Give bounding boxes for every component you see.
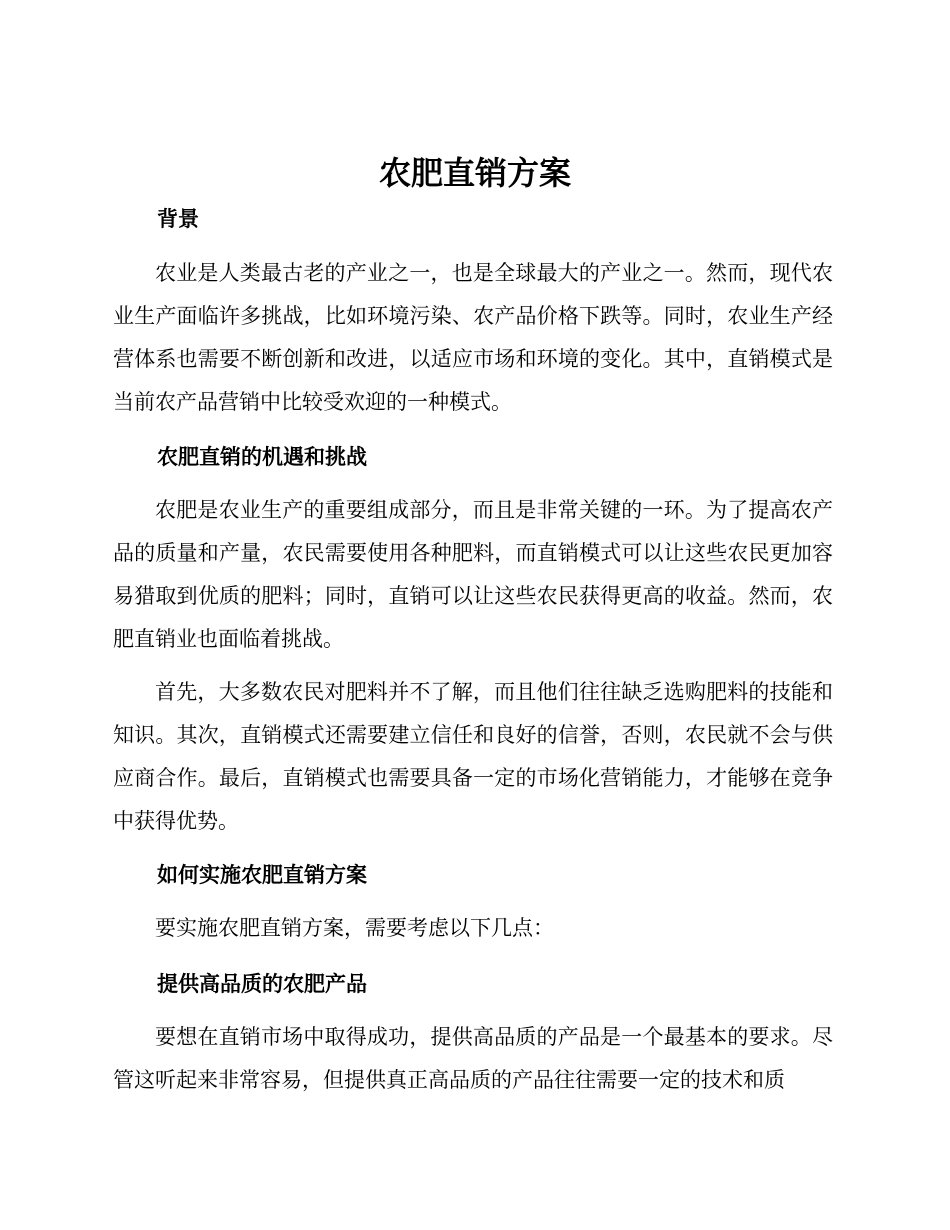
paragraph-background: 农业是人类最古老的产业之一，也是全球最大的产业之一。然而，现代农业生产面临许多挑战，比如环境污染、农产品价格下跌等。同时，农业生产经营体系也需要不断创新和改进，以适应市场和环境的变化。其中，直销模式是当前农产品营销中比较受欢迎的一种模式。 (113, 261, 833, 414)
section-heading-implementation: 如何实施农肥直销方案 (157, 863, 367, 887)
section-heading-background: 背景 (157, 207, 199, 231)
section-heading-opportunities: 农肥直销的机遇和挑战 (157, 445, 367, 469)
paragraph-opportunities-2: 首先，大多数农民对肥料并不了解，而且他们往往缺乏选购肥料的技能和知识。其次，直销模式还需要建立信任和良好的信誉，否则，农民就不会与供应商合作。最后，直销模式也需要具备一定的市场化营销能力，才能够在竞争中获得优势。 (113, 680, 833, 833)
section-heading-quality: 提供高品质的农肥产品 (157, 972, 367, 996)
paragraph-implementation: 要实施农肥直销方案，需要考虑以下几点： (155, 916, 554, 940)
paragraph-opportunities-1: 农肥是农业生产的重要组成部分，而且是非常关键的一环。为了提高农产品的质量和产量，农民需要使用各种肥料，而直销模式可以让这些农民更加容易猎取到优质的肥料；同时，直销可以让这些农民获得更高的收益。然而，农肥直销业也面临着挑战。 (113, 498, 833, 651)
paragraph-quality: 要想在直销市场中取得成功，提供高品质的产品是一个最基本的要求。尽管这听起来非常容易，但提供真正高品质的产品往往需要一定的技术和质 (113, 1025, 833, 1092)
document-title: 农肥直销方案 (378, 154, 571, 192)
